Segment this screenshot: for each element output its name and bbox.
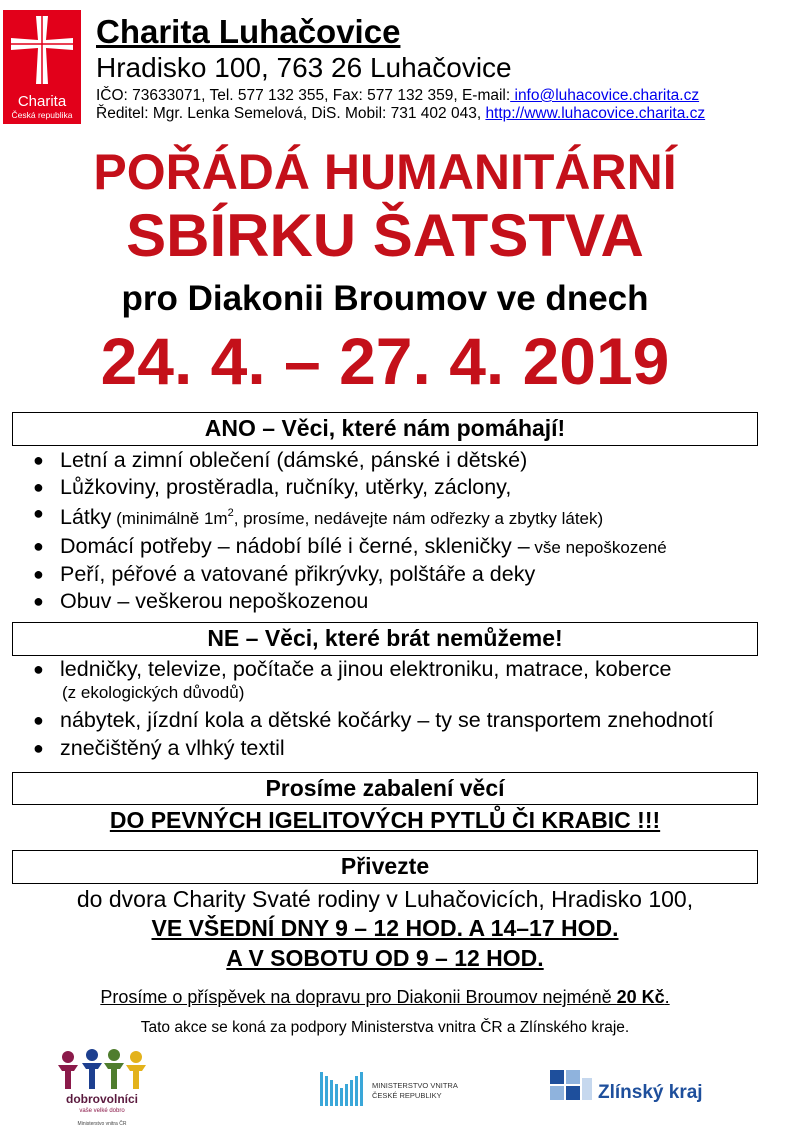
contact-line-2 — [96, 105, 705, 123]
title-line-2: SBÍRKU ŠATSTVA — [126, 202, 644, 269]
pack-section-header: Prosíme zabalení věcí — [12, 772, 758, 805]
no-list — [30, 656, 790, 761]
zlin-region-logo — [548, 1068, 708, 1110]
yes-section-header: ANO – Věci, které nám pomáhají! — [12, 412, 758, 446]
bring-section-header: Přivezte — [12, 850, 758, 884]
mv-line-2: ČESKÉ REPUBLIKY — [372, 1091, 442, 1100]
no-section-header: NE – Věci, které brát nemůžeme! — [12, 622, 758, 656]
bullet-icon: ● — [33, 503, 44, 523]
bullet-icon: ● — [33, 738, 44, 758]
zlin-region-logo-icon — [548, 1068, 708, 1110]
charita-logo — [3, 10, 81, 124]
contribution-amount: 20 Kč — [616, 987, 665, 1007]
dobrovolnici-figures-icon — [52, 1045, 152, 1135]
list-item: ● Peří, péřové a vatované přikrývky, polštáře a deky — [33, 562, 536, 587]
list-item: ● znečištěný a vlhký textil — [33, 736, 285, 760]
bullet-icon: ● — [33, 590, 44, 611]
dobro-small-1: Ministerstvo vnitra ČR — [77, 1121, 127, 1127]
list-item: ● Lůžkoviny, prostěradla, ručníky, utěrky, záclony, — [33, 474, 512, 499]
logo-text-1: Charita — [17, 93, 67, 110]
bullet-icon: ● — [33, 564, 44, 585]
dobro-tagline: vaše velké dobro — [79, 1108, 125, 1114]
bullet-icon: ● — [33, 450, 44, 470]
pack-instructions: DO PEVNÝCH IGELITOVÝCH PYTLŮ ČI KRABIC !!! — [109, 807, 661, 833]
support-note: Tato akce se koná za podpory Ministerstva vnitra ČR a Zlínského kraje. — [140, 1019, 630, 1036]
logo-text-2: Česká republika — [11, 110, 73, 120]
title-line-1: POŘÁDÁ HUMANITÁRNÍ — [93, 144, 677, 200]
website-link[interactable]: http://www.luhacovice.charita.cz — [485, 105, 706, 122]
list-item: ● Domácí potřeby – nádobí bílé i černé, skleničky – vše nepoškozené — [33, 533, 667, 558]
organization-address: Hradisko 100, 763 26 Luhačovice — [96, 52, 512, 83]
bullet-icon: ● — [33, 535, 44, 556]
collection-dates: 24. 4. – 27. 4. 2019 — [100, 324, 670, 398]
ministry-logo-icon — [318, 1068, 488, 1110]
charita-cross-icon — [3, 10, 81, 124]
bring-address: do dvora Charity Svaté rodiny v Luhačovicích, Hradisko 100, — [76, 886, 694, 912]
bullet-icon: ● — [33, 476, 44, 497]
dobrovolnici-logo — [52, 1045, 152, 1135]
list-item: ● Látky (minimálně $1m^2$, prosíme, nedávejte nám odřezky a zbytky látek) — [30, 500, 790, 533]
saturday-hours: A V SOBOTU OD 9 – 12 HOD. — [226, 945, 544, 971]
contact-ico-phone-fax: IČO: 73633071, Tel. 577 132 355, Fax: 577 132 359, E-mail: — [96, 87, 511, 104]
weekday-hours: VE VŠEDNÍ DNY 9 – 12 HOD. A 14–17 HOD. — [151, 915, 619, 941]
list-item: ● ledničky, televize, počítače a jinou elektroniku, matrace, koberce (z ekologických důvodů) — [30, 656, 790, 704]
email-link[interactable]: info@luhacovice.charita.cz — [510, 87, 700, 104]
list-item: ● Obuv – veškerou nepoškozenou — [33, 588, 369, 613]
list-item-note: (z ekologických důvodů) — [62, 683, 245, 702]
mv-line-1: MINISTERSTVO VNITRA — [372, 1081, 458, 1090]
dobro-name: dobrovolníci — [66, 1092, 138, 1106]
contact-line-1 — [96, 87, 699, 105]
ministry-logo — [318, 1068, 488, 1110]
list-item: ● Letní a zimní oblečení (dámské, pánské i dětské) — [33, 448, 528, 472]
bullet-icon: ● — [33, 659, 44, 679]
subtitle: pro Diakonii Broumov ve dnech — [121, 279, 649, 318]
organization-name: Charita Luhačovice — [96, 13, 401, 50]
bullet-icon: ● — [33, 710, 44, 730]
zk-name: Zlínský kraj — [598, 1082, 703, 1103]
director-mobile: Ředitel: Mgr. Lenka Semelová, DiS. Mobil: 731 402 043, — [96, 105, 486, 122]
contribution-note: Prosíme o příspěvek na dopravu pro Diakonii Broumov nejméně 20 Kč. — [100, 987, 670, 1007]
list-item: ● nábytek, jízdní kola a dětské kočárky – ty se transportem znehodnotí — [33, 708, 714, 732]
yes-list — [30, 447, 790, 614]
